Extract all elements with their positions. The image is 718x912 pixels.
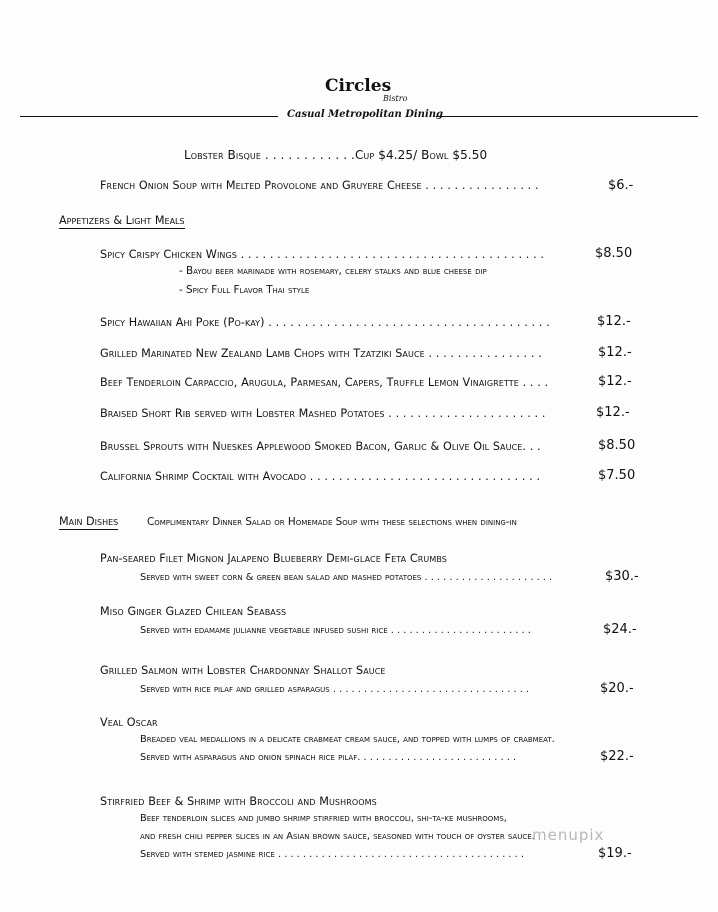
appetizer-lamb-chops: Grilled Marinated New Zealand Lamb Chops with Tzatziki Sauce . . . . . . . . . . . . . . . . [100,347,542,360]
main-seabass-desc: Served with edamame julianne vegetable infused sushi rice . . . . . . . . . . . . . . . . . . . . . . . [140,625,531,636]
main-filet-mignon-price: $30.- [605,569,639,584]
tagline: Casual Metropolitan Dining [287,109,444,120]
soup-french-onion-price: $6.- [608,178,634,193]
main-veal-oscar: Veal Oscar [100,716,158,729]
main-stirfried-desc-3: Served with stemed jasmine rice . . . . . . . . . . . . . . . . . . . . . . . . . . . . . . . . . . . . . . . . [140,849,525,860]
appetizer-brussel-sprouts-price: $8.50 [598,438,636,453]
wing-option-bayou: - Bayou beer marinade with rosemary, celery stalks and blue cheese dip [179,265,487,277]
appetizer-shrimp-cocktail: California Shrimp Cocktail with Avocado . . . . . . . . . . . . . . . . . . . . . . . . . . . . . . . . [100,470,541,483]
soup-lobster-bisque: Lobster Bisque . . . . . . . . . . . .Cup $4.25/ Bowl $5.50 [184,148,488,162]
main-stirfried-beef-shrimp: Stirfried Beef & Shrimp with Broccoli and Mushrooms [100,795,377,808]
main-filet-mignon-desc: Served with sweet corn & green bean salad and mashed potatoes . . . . . . . . . . . . . . . . . . . . . [140,572,553,583]
header-rule-left [20,116,278,117]
wing-option-thai: - Spicy Full Flavor Thai style [179,284,310,296]
main-dishes-note: Complimentary Dinner Salad or Homemade Soup with these selections when dining-in [147,516,517,528]
main-salmon: Grilled Salmon with Lobster Chardonnay Shallot Sauce [100,664,386,677]
main-stirfried-price: $19.- [598,846,632,861]
restaurant-name: Circles [325,76,392,96]
appetizer-brussel-sprouts: Brussel Sprouts with Nueskes Applewood Smoked Bacon, Garlic & Olive Oil Sauce. . . [100,440,541,453]
main-veal-oscar-desc-2: Served with asparagus and onion spinach rice pilaf. . . . . . . . . . . . . . . . . . . . . . . . . . [140,752,517,763]
appetizer-chicken-wings-price: $8.50 [595,246,633,261]
main-seabass: Miso Ginger Glazed Chilean Seabass [100,605,287,618]
appetizer-carpaccio: Beef Tenderloin Carpaccio, Arugula, Parmesan, Capers, Truffle Lemon Vinaigrette . . . . [100,376,549,389]
main-salmon-price: $20.- [600,681,634,696]
header-rule-right [436,116,698,117]
appetizer-chicken-wings: Spicy Crispy Chicken Wings . . . . . . . . . . . . . . . . . . . . . . . . . . . . . . . . . . . . . . . . . . [100,248,545,261]
appetizer-short-rib-price: $12.- [596,405,630,420]
restaurant-subtitle: Bistro [383,94,408,103]
main-veal-oscar-desc-1: Breaded veal medallions in a delicate crabmeat cream sauce, and topped with lumps of crabmeat. [140,734,555,745]
appetizer-carpaccio-price: $12.- [598,374,632,389]
appetizer-ahi-poke-price: $12.- [597,314,631,329]
main-seabass-price: $24.- [603,622,637,637]
appetizers-heading: Appetizers & Light Meals [59,214,185,227]
watermark: menupix [532,826,605,844]
appetizer-ahi-poke: Spicy Hawaiian Ahi Poke (Po-kay) . . . . . . . . . . . . . . . . . . . . . . . . . . . . . . . . . . . . . . . [100,316,550,329]
main-filet-mignon: Pan-seared Filet Mignon Jalapeno Blueberry Demi-glace Feta Crumbs [100,552,447,565]
appetizer-shrimp-cocktail-price: $7.50 [598,468,636,483]
appetizer-lamb-chops-price: $12.- [598,345,632,360]
main-dishes-heading: Main Dishes [59,515,119,528]
appetizer-short-rib: Braised Short Rib served with Lobster Mashed Potatoes . . . . . . . . . . . . . . . . . . . . . . [100,407,546,420]
main-stirfried-desc-1: Beef tenderloin slices and jumbo shrimp stirfried with broccoli, shi-ta-ke mushrooms, [140,813,507,824]
main-salmon-desc: Served with rice pilaf and grilled asparagus . . . . . . . . . . . . . . . . . . . . . . . . . . . . . . . . [140,684,530,695]
main-stirfried-desc-2: and fresh chili pepper slices in an Asian brown sauce, seasoned with touch of oyster sauce. [140,831,535,842]
soup-french-onion: French Onion Soup with Melted Provolone and Gruyere Cheese . . . . . . . . . . . . . . . . [100,179,539,192]
main-veal-oscar-price: $22.- [600,749,634,764]
